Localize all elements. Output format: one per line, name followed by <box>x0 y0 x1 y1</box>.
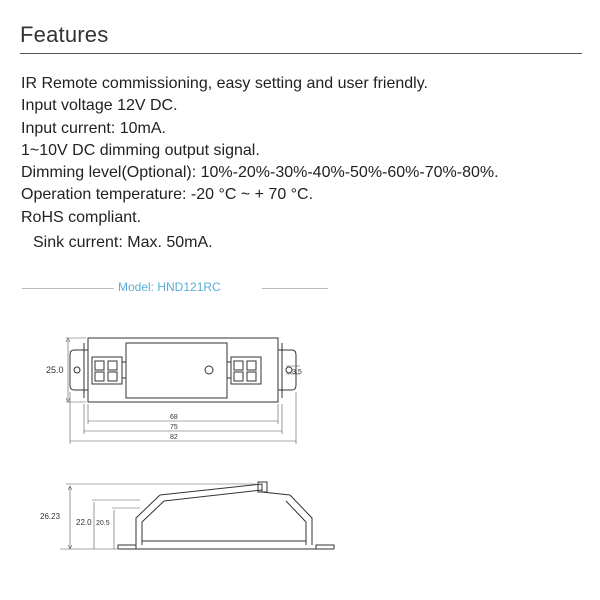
section-title: Features <box>20 22 109 47</box>
side-height-26-23: 26.23 <box>40 512 61 521</box>
feature-item: Input voltage 12V DC. <box>21 97 178 115</box>
hole-dim-label: 3.5 <box>292 369 302 376</box>
width-dim-75: 75 <box>170 424 178 431</box>
width-dim-82: 82 <box>170 434 178 441</box>
side-view-drawing <box>118 482 334 549</box>
feature-item: 1~10V DC dimming output signal. <box>21 141 260 159</box>
height-dim-label: 25.0 <box>46 365 64 375</box>
feature-item: IR Remote commissioning, easy setting and user friendly. <box>21 75 428 92</box>
feature-item: Dimming level(Optional): 10%-20%-30%-40%-50%-60%-70%-80%. <box>21 164 499 182</box>
feature-item: RoHS compliant. <box>21 208 142 226</box>
feature-item-sink-current: Sink current: Max. 50mA. <box>33 234 213 252</box>
model-label: Model: HND121RC <box>118 280 221 294</box>
feature-item: Operation temperature: -20 °C ~ + 70 °C. <box>21 186 314 204</box>
top-view-dimensions <box>66 338 300 444</box>
width-dim-68: 68 <box>170 414 178 421</box>
side-height-22-0: 22.0 <box>76 518 92 527</box>
feature-item: Input current: 10mA. <box>21 119 166 137</box>
top-view-drawing <box>70 338 296 402</box>
side-height-20-5: 20.5 <box>96 520 110 527</box>
